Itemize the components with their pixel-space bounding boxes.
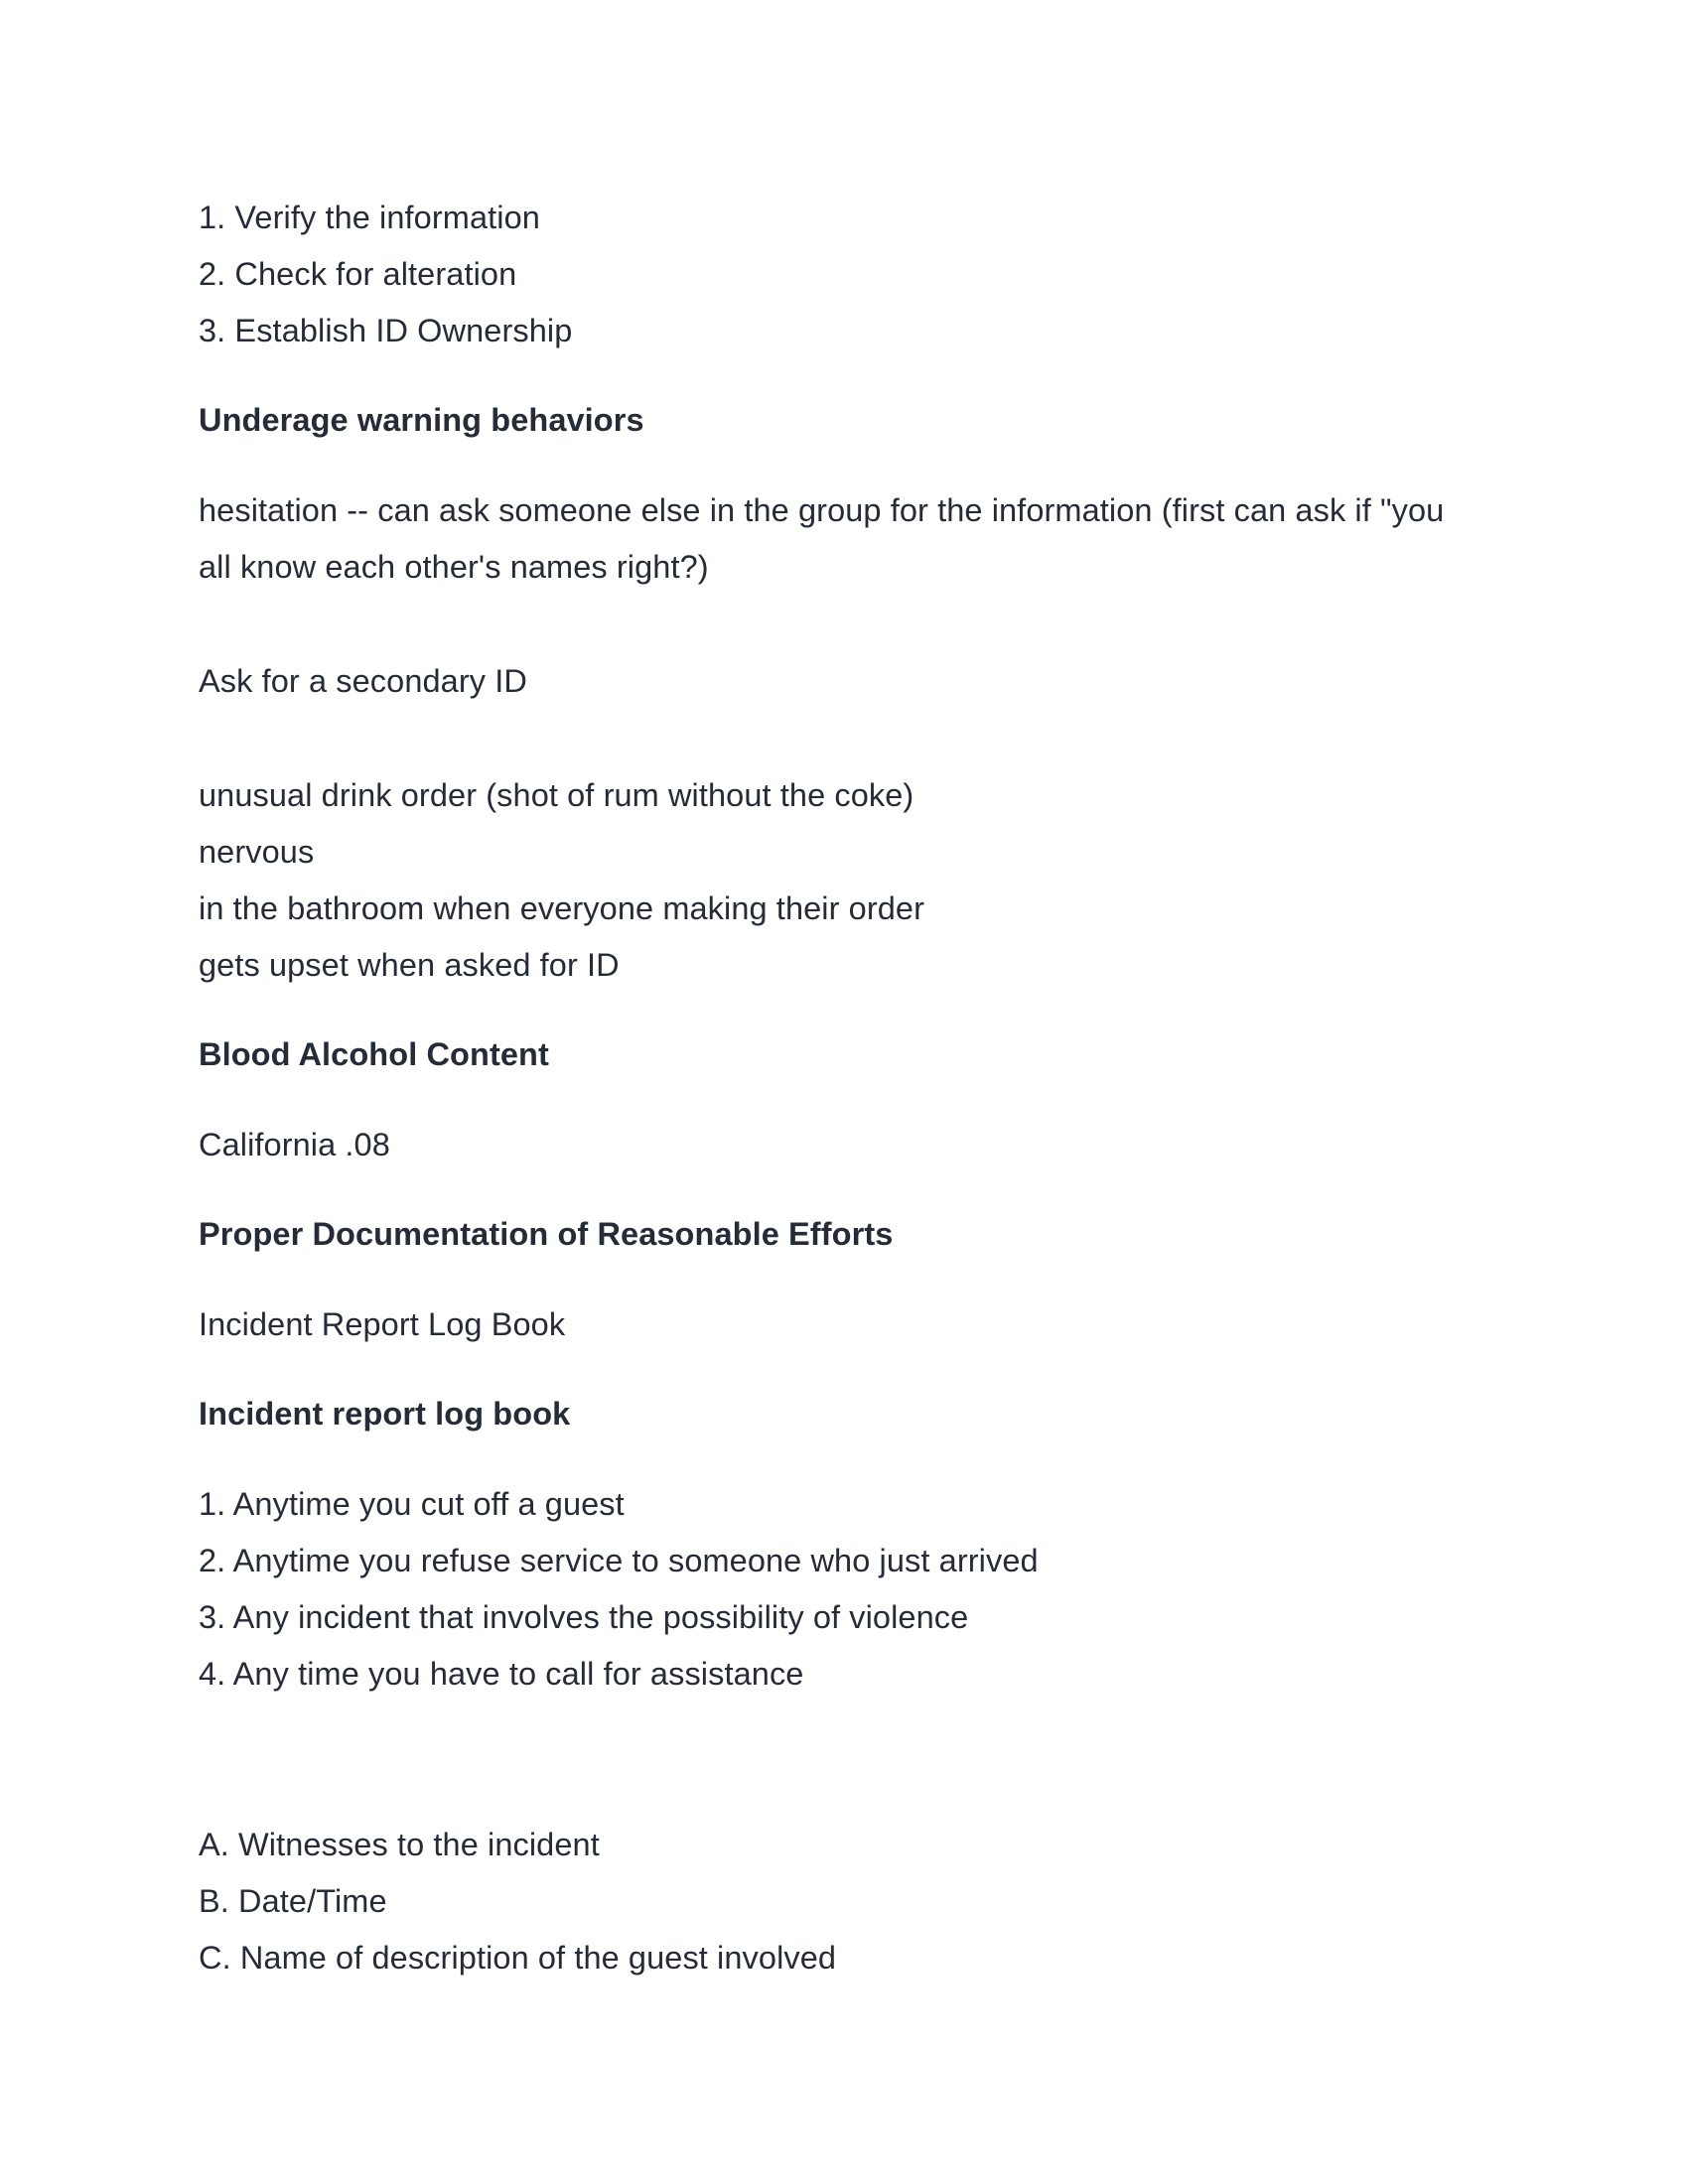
log-when-item: 2. Anytime you refuse service to someone who just arrived bbox=[199, 1543, 1039, 1578]
bac-heading: Blood Alcohol Content bbox=[199, 1036, 549, 1072]
hesitation-line-2: all know each other's names right?) bbox=[199, 549, 709, 585]
hesitation-line-1: hesitation -- can ask someone else in the group for the information (first can ask if "you bbox=[199, 492, 1445, 528]
behavior-item: in the bathroom when everyone making their order bbox=[199, 890, 925, 926]
log-record-item: A. Witnesses to the incident bbox=[199, 1827, 600, 1862]
underage-heading: Underage warning behaviors bbox=[199, 402, 644, 438]
behavior-item: nervous bbox=[199, 834, 315, 870]
behavior-item: gets upset when asked for ID bbox=[199, 947, 620, 983]
secondary-id-text: Ask for a secondary ID bbox=[199, 663, 527, 699]
log-record-item: C. Name of description of the guest involved bbox=[199, 1940, 837, 1976]
log-book-heading: Incident report log book bbox=[199, 1396, 571, 1432]
bac-value: California .08 bbox=[199, 1127, 390, 1162]
verification-step-2: 2. Check for alteration bbox=[199, 256, 517, 292]
log-record-item: B. Date/Time bbox=[199, 1883, 387, 1919]
documentation-value: Incident Report Log Book bbox=[199, 1306, 566, 1342]
log-when-item: 4. Any time you have to call for assistance bbox=[199, 1656, 804, 1692]
log-when-item: 1. Anytime you cut off a guest bbox=[199, 1486, 625, 1522]
behavior-item: unusual drink order (shot of rum without the coke) bbox=[199, 777, 914, 813]
verification-step-1: 1. Verify the information bbox=[199, 200, 540, 235]
documentation-heading: Proper Documentation of Reasonable Efforts bbox=[199, 1216, 894, 1252]
verification-step-3: 3. Establish ID Ownership bbox=[199, 313, 573, 348]
log-when-item: 3. Any incident that involves the possibility of violence bbox=[199, 1599, 969, 1635]
